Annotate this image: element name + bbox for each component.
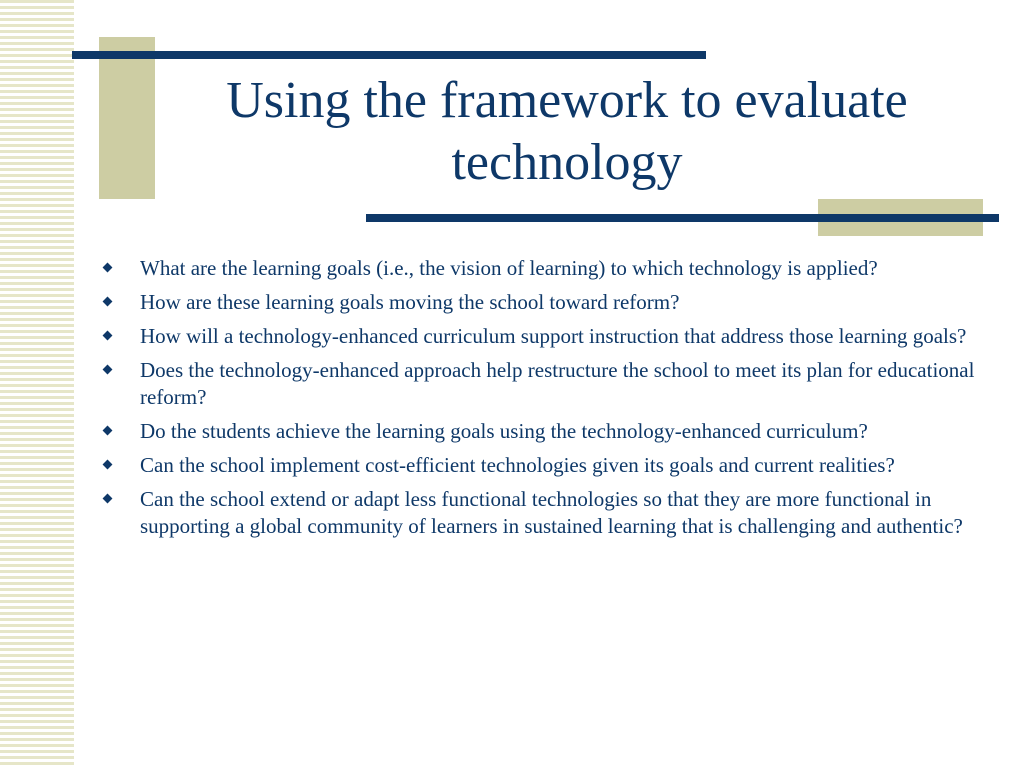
bullet-text: How will a technology-enhanced curriculum support instruction that address those learning goals? <box>140 324 967 348</box>
diamond-bullet-icon <box>103 426 113 436</box>
bullet-item <box>103 452 983 479</box>
bullet-text: Can the school implement cost-efficient technologies given its goals and current realities? <box>140 453 895 477</box>
diamond-bullet-icon <box>103 297 113 307</box>
decorative-stripe-strip <box>0 0 74 768</box>
decorative-tan-block-left <box>99 37 155 199</box>
bullet-text: What are the learning goals (i.e., the vision of learning) to which technology is applied? <box>140 256 878 280</box>
diamond-bullet-icon <box>103 460 113 470</box>
diamond-bullet-icon <box>103 263 113 273</box>
decorative-navy-bar-top <box>72 51 706 59</box>
bullet-item <box>103 418 983 445</box>
diamond-bullet-icon <box>103 494 113 504</box>
bullet-item <box>103 486 983 540</box>
diamond-bullet-icon <box>103 365 113 375</box>
bullet-text: Does the technology-enhanced approach help restructure the school to meet its plan for educational reform? <box>140 358 975 409</box>
decorative-navy-bar-bottom <box>366 214 999 222</box>
bullet-item <box>103 255 983 282</box>
bullet-item <box>103 357 983 411</box>
bullet-item <box>103 323 983 350</box>
bullet-item <box>103 289 983 316</box>
bullet-text: How are these learning goals moving the school toward reform? <box>140 290 680 314</box>
bullet-list <box>103 255 983 547</box>
slide-title: Using the framework to evaluate technology <box>226 72 908 191</box>
bullet-text: Can the school extend or adapt less functional technologies so that they are more functional in supporting a global community of learners in sustained learning that is challenging and authentic? <box>140 487 963 538</box>
bullet-text: Do the students achieve the learning goals using the technology-enhanced curriculum? <box>140 419 868 443</box>
diamond-bullet-icon <box>103 331 113 341</box>
